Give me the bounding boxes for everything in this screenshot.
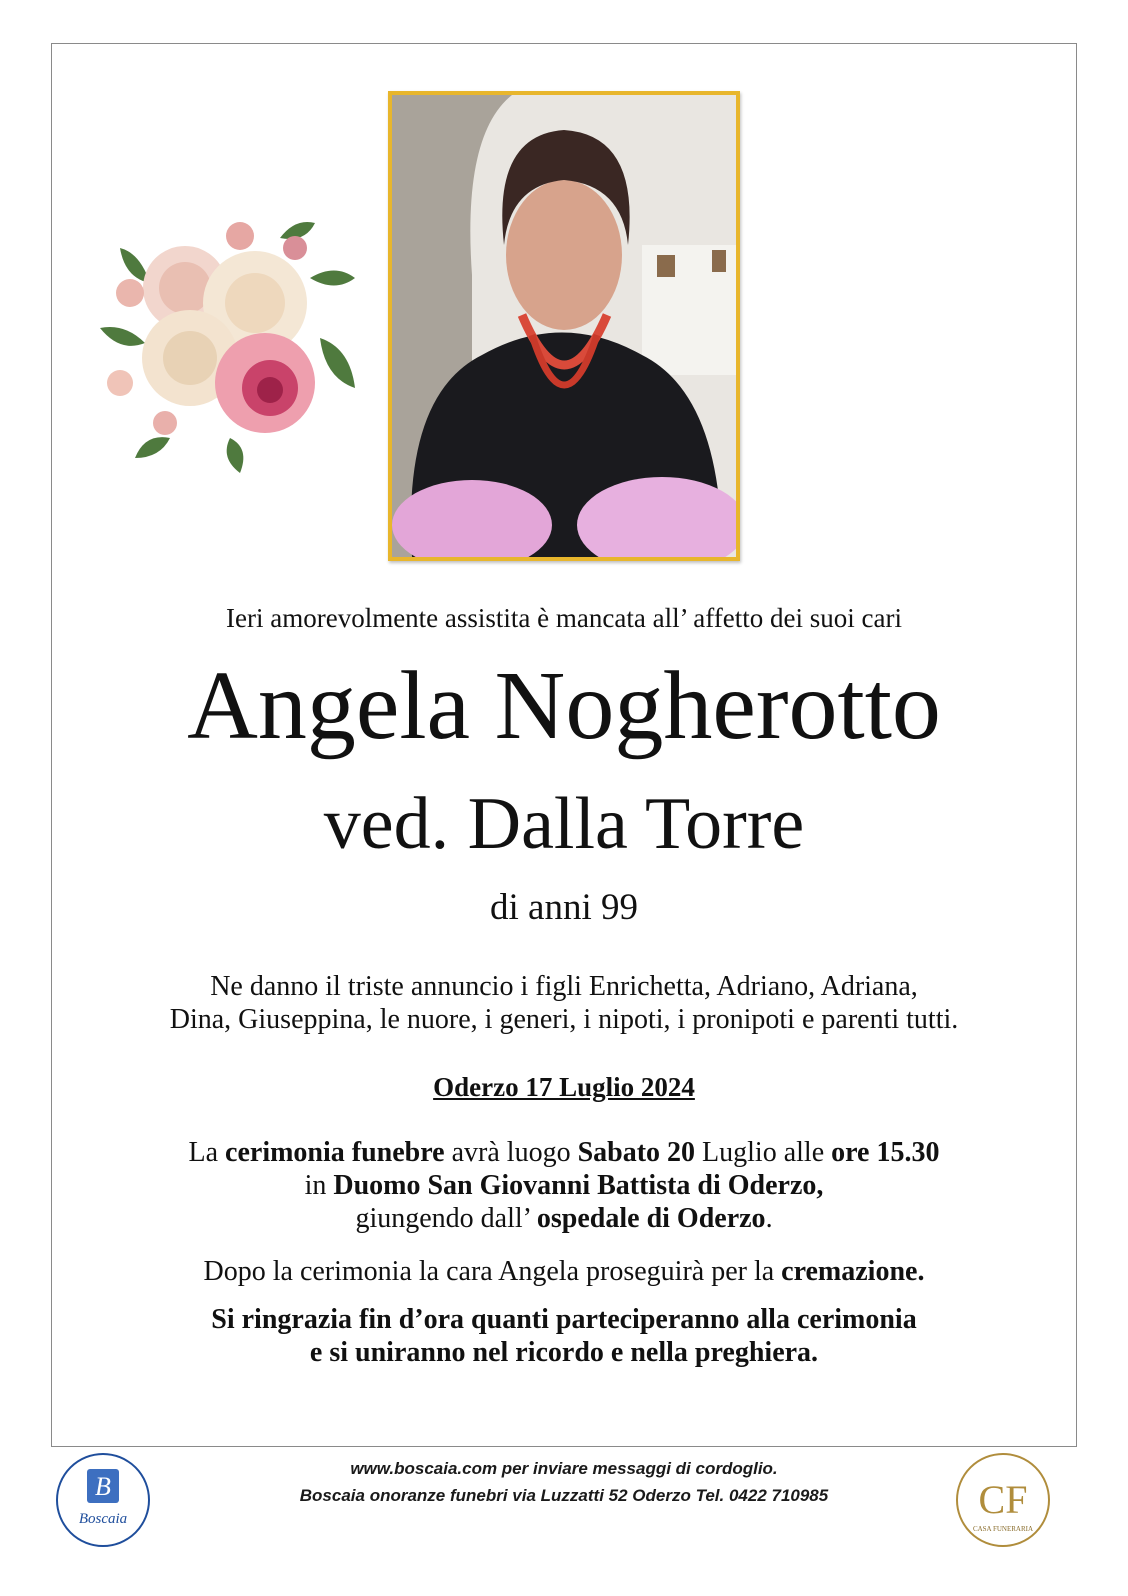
deceased-portrait-photo <box>388 91 740 561</box>
flower-bouquet-icon <box>80 208 370 478</box>
footer-address-line: Boscaia onoranze funebri via Luzzatti 52 Oderzo Tel. 0422 710985 <box>299 1486 829 1505</box>
announcement-line-1: Ne danno il triste annuncio i figli Enrichetta, Adriano, Adriana, <box>210 971 918 1002</box>
text-fragment: avrà luogo <box>444 1137 578 1168</box>
text-fragment: Luglio alle <box>695 1137 832 1168</box>
text-fragment: . <box>765 1203 773 1234</box>
cremation-word: cremazione. <box>781 1256 925 1287</box>
ceremony-day: Sabato 20 <box>577 1137 696 1168</box>
text-fragment: Dopo la cerimonia la cara Angela proseguirà per la <box>203 1256 782 1287</box>
thanks-line-2: e si uniranno nel ricordo e nella preghiera. <box>309 1337 819 1368</box>
age-line: di anni 99 <box>490 887 638 928</box>
announcement <box>51 970 1077 1036</box>
ceremony-line-1 <box>51 1136 1077 1169</box>
ceremony-line-2 <box>51 1169 1077 1202</box>
cremation-line <box>51 1256 1077 1288</box>
thanks-line-1: Si ringrazia fin d’ora quanti parteciperanno alla cerimonia <box>211 1304 917 1335</box>
announcement-line-2: Dina, Giuseppina, le nuore, i generi, i nipoti, i pronipoti e parenti tutti. <box>169 1004 959 1035</box>
widow-of-line: ved. Dalla Torre <box>323 783 805 865</box>
thanks-text <box>51 1303 1077 1369</box>
ceremony-time: ore 15.30 <box>831 1137 940 1168</box>
departure-place: ospedale di Oderzo <box>536 1203 766 1234</box>
deceased-name: Angela Nogherotto <box>187 652 941 760</box>
footer-website-line: www.boscaia.com per inviare messaggi di cordoglio. <box>350 1459 778 1478</box>
ceremony-line-3 <box>51 1202 1077 1235</box>
text-fragment: La <box>188 1137 226 1168</box>
ceremony-type: cerimonia funebre <box>225 1137 445 1168</box>
intro-text: Ieri amorevolmente assistita è mancata all’ affetto dei suoi cari <box>226 603 902 633</box>
place-date <box>51 1072 1077 1103</box>
boscaia-wordmark: Boscaia <box>78 1511 128 1527</box>
casa-funeraria-monogram: CF <box>978 1477 1028 1522</box>
boscaia-monogram: B <box>95 1472 111 1501</box>
ceremony-place: Duomo San Giovanni Battista di Oderzo, <box>333 1170 824 1201</box>
text-fragment: giungendo dall’ <box>355 1203 537 1234</box>
place-date-text: Oderzo 17 Luglio 2024 <box>433 1072 695 1102</box>
casa-funeraria-caption: CASA FUNERARIA <box>972 1525 1034 1533</box>
text-fragment: in <box>304 1170 334 1201</box>
ceremony-details <box>51 1136 1077 1235</box>
